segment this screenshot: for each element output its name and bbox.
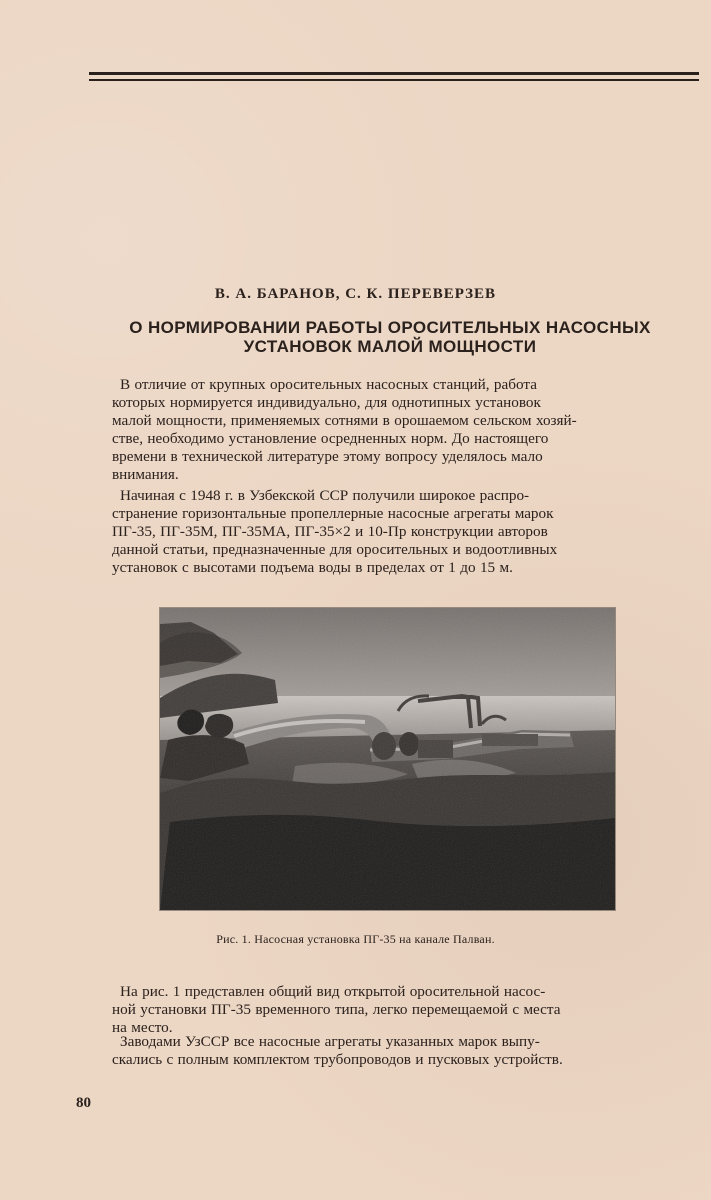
page-number: 80 bbox=[76, 1095, 91, 1111]
paragraph-2-line-2: странение горизонтальные пропеллерные насосные агрегаты марок bbox=[112, 505, 554, 522]
top-rule-outer bbox=[89, 72, 699, 75]
paragraph-3-line-3: на место. bbox=[112, 1019, 173, 1036]
paragraph-1-line-3: малой мощности, применяемых сотнями в орошаемом сельском хозяй- bbox=[112, 412, 577, 429]
paragraph-2-line-4: данной статьи, предназначенные для оросительных и водоотливных bbox=[112, 541, 558, 558]
article-title bbox=[102, 318, 678, 356]
paragraph-2-line-1: Начиная с 1948 г. в Узбекской ССР получили широкое распро- bbox=[120, 487, 530, 504]
article-title-line-2: УСТАНОВОК МАЛОЙ МОЩНОСТИ bbox=[243, 337, 537, 356]
paragraph-1-line-5: времени в технической литературе этому вопросу уделялось мало bbox=[112, 448, 543, 465]
paragraph-1-line-4: стве, необходимо установление осредненных норм. До настоящего bbox=[112, 430, 549, 447]
paragraph-1 bbox=[112, 376, 698, 484]
paragraph-2 bbox=[112, 487, 698, 577]
paragraph-3-line-2: ной установки ПГ-35 временного типа, легко перемещаемой с места bbox=[112, 1001, 561, 1018]
paragraph-2-line-3: ПГ-35, ПГ-35М, ПГ-35МА, ПГ-35×2 и 10-Пр конструкции авторов bbox=[112, 523, 548, 540]
figure-photo bbox=[160, 608, 615, 910]
top-rule-inner bbox=[89, 79, 699, 81]
article-authors: В. А. БАРАНОВ, С. К. ПЕРЕВЕРЗЕВ bbox=[214, 286, 497, 302]
article-title-line-1: О НОРМИРОВАНИИ РАБОТЫ ОРОСИТЕЛЬНЫХ НАСОСНЫХ bbox=[129, 318, 651, 337]
figure-caption: Рис. 1. Насосная установка ПГ-35 на канале Палван. bbox=[216, 932, 495, 946]
paragraph-3-line-1: На рис. 1 представлен общий вид открытой оросительной насос- bbox=[120, 983, 546, 1000]
paragraph-4-line-2: скались с полным комплектом трубопроводов и пусковых устройств. bbox=[112, 1051, 563, 1068]
paragraph-3 bbox=[112, 983, 698, 1037]
paragraph-1-line-6: внимания. bbox=[112, 466, 179, 483]
paragraph-1-line-1: В отличие от крупных оросительных насосных станций, работа bbox=[120, 376, 537, 393]
paragraph-1-line-2: которых нормируется индивидуально, для однотипных установок bbox=[112, 394, 541, 411]
pump-installation-photo bbox=[160, 608, 615, 910]
paragraph-2-line-5: установок с высотами подъема воды в пределах от 1 до 15 м. bbox=[112, 559, 513, 576]
paragraph-4-line-1: Заводами УзССР все насосные агрегаты указанных марок выпу- bbox=[120, 1033, 540, 1050]
paragraph-4 bbox=[112, 1033, 698, 1069]
